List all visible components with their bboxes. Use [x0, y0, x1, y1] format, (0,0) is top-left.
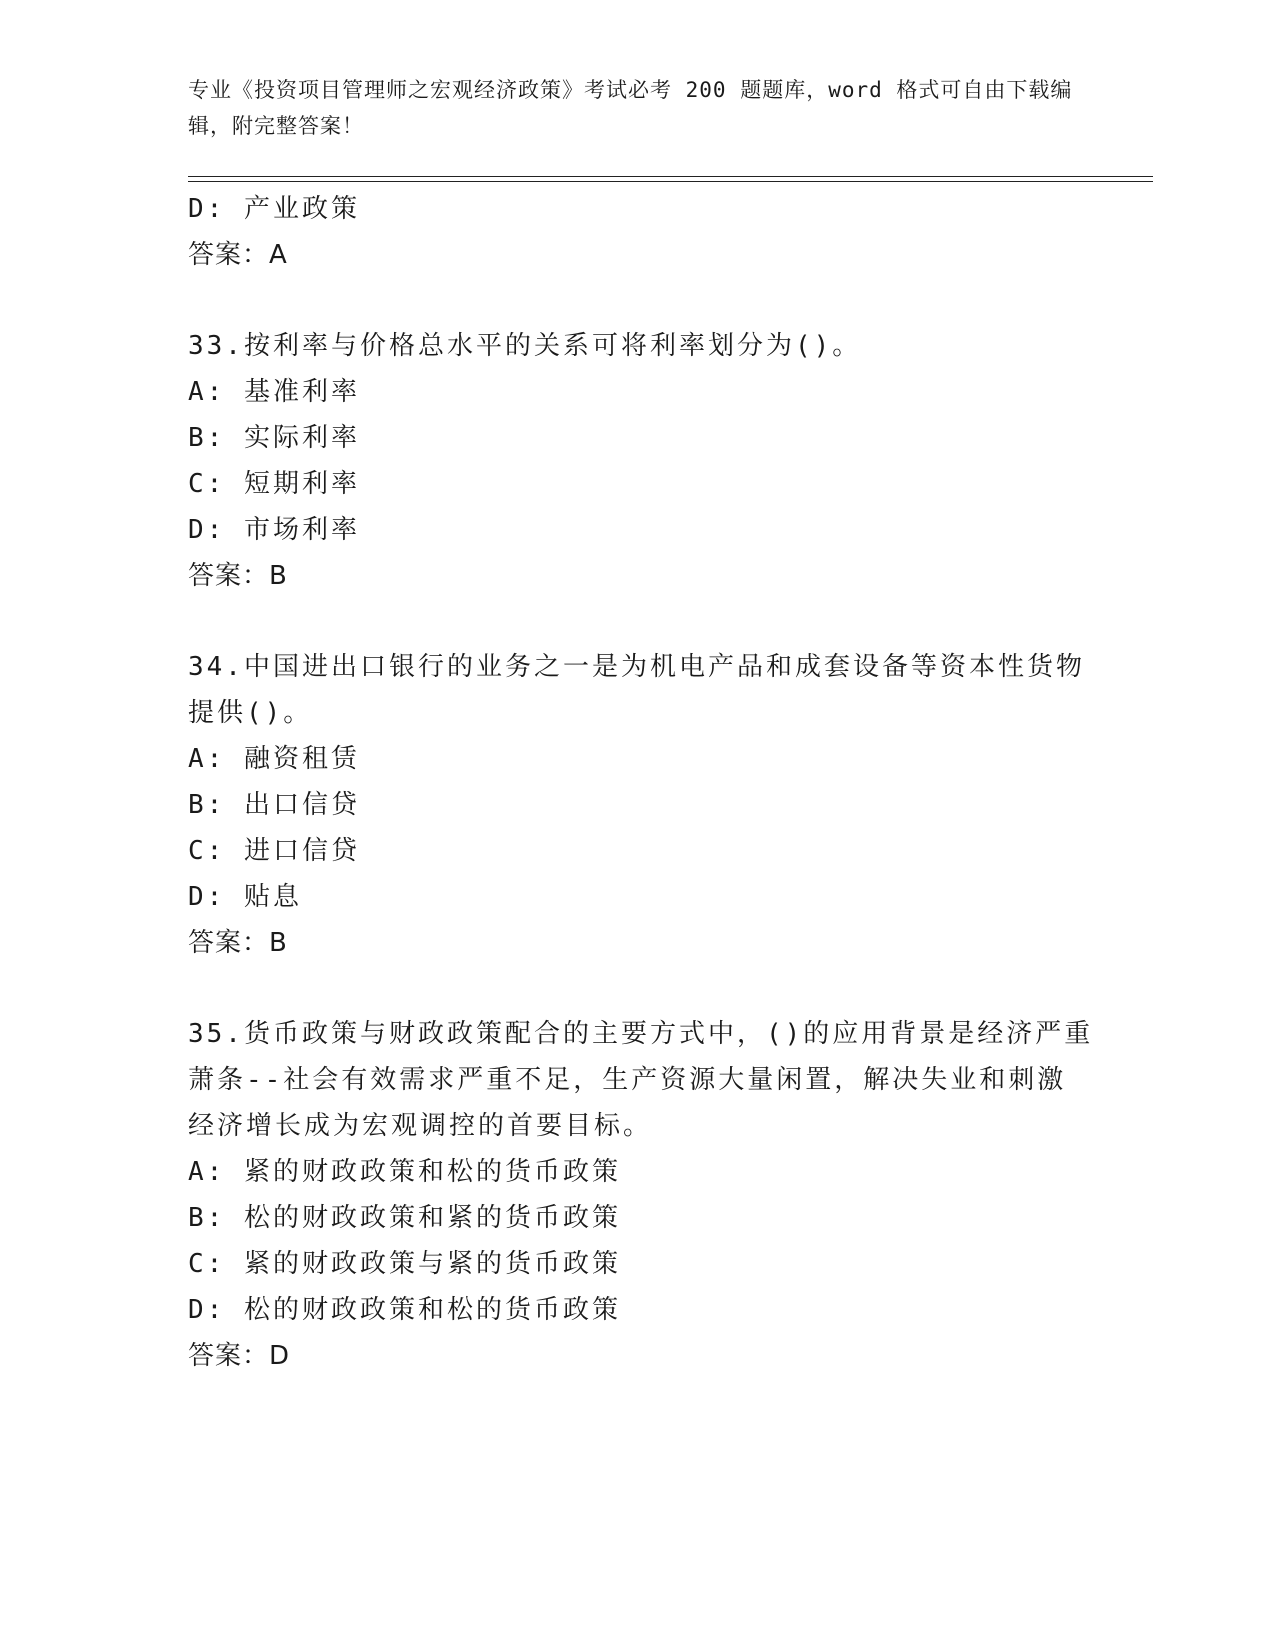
option-a: A: 基准利率: [188, 377, 360, 407]
option-a: A: 融资租赁: [188, 744, 360, 774]
option-d: D: 松的财政政策和松的货币政策: [188, 1295, 621, 1325]
header-rule-top: [188, 176, 1153, 177]
document-header: 专业《投资项目管理师之宏观经济政策》考试必考 200 题题库，word 格式可自由下载编辑，附完整答案！: [188, 78, 1073, 138]
header-rule-bottom: [188, 181, 1153, 182]
option-c: C: 进口信贷: [188, 836, 360, 866]
answer-line: 答案：D: [188, 1341, 291, 1371]
option-d: D: 产业政策: [188, 194, 360, 224]
answer-line: 答案：A: [188, 240, 288, 270]
question-stem-line: 萧条--社会有效需求严重不足，生产资源大量闲置，解决失业和刺激: [188, 1065, 1067, 1095]
question-stem-line: 提供()。: [188, 698, 313, 728]
option-c: C: 短期利率: [188, 469, 360, 499]
question-stem-line: 34.中国进出口银行的业务之一是为机电产品和成套设备等资本性货物: [188, 652, 1085, 682]
option-d: D: 市场利率: [188, 515, 360, 545]
option-b: B: 实际利率: [188, 423, 360, 453]
question-stem-line: 35.货币政策与财政政策配合的主要方式中，()的应用背景是经济严重: [188, 1019, 1094, 1049]
question-stem-line: 经济增长成为宏观调控的首要目标。: [188, 1111, 653, 1141]
option-d: D: 贴息: [188, 882, 302, 912]
option-a: A: 紧的财政政策和松的货币政策: [188, 1157, 621, 1187]
question-stem: 33.按利率与价格总水平的关系可将利率划分为()。: [188, 331, 862, 361]
answer-line: 答案：B: [188, 928, 288, 958]
question-list: [188, 186, 1094, 1379]
answer-line: 答案：B: [188, 561, 288, 591]
option-b: B: 出口信贷: [188, 790, 360, 820]
option-b: B: 松的财政政策和紧的货币政策: [188, 1203, 621, 1233]
option-c: C: 紧的财政政策与紧的货币政策: [188, 1249, 621, 1279]
